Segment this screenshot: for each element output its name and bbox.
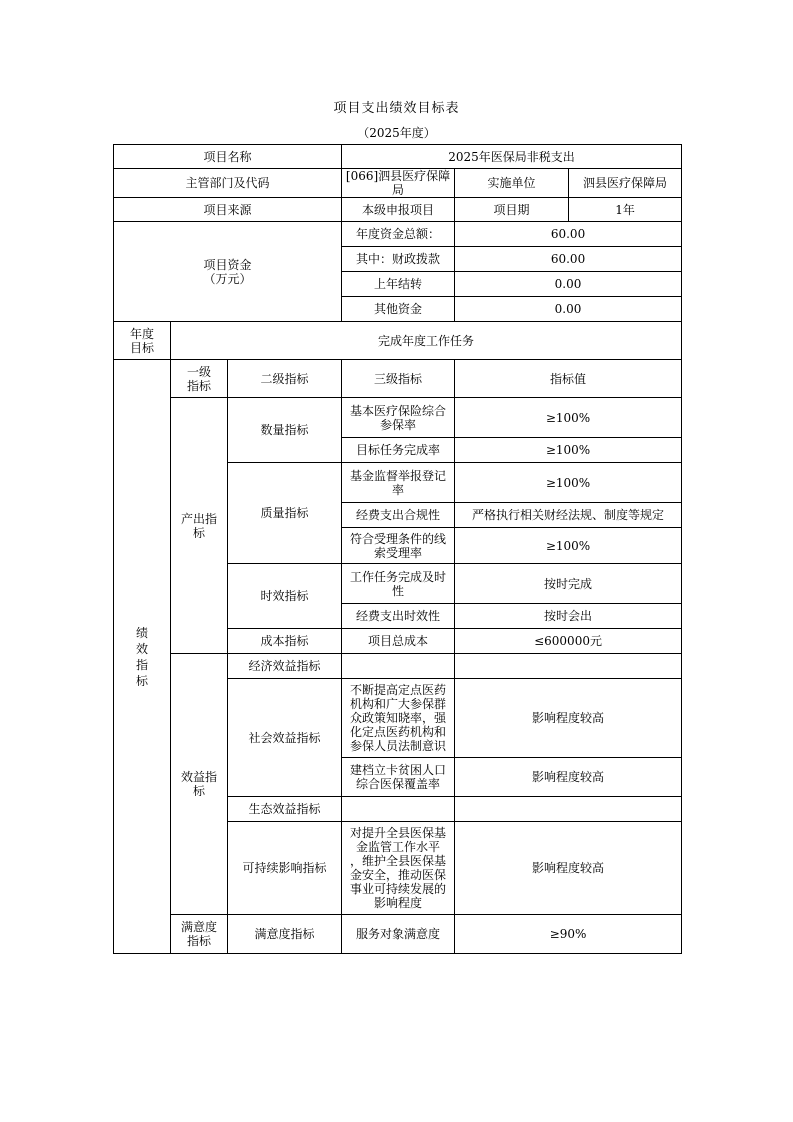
goal-value: 完成年度工作任务 xyxy=(171,322,682,360)
funds-fiscal-label: 其中：财政拨款 xyxy=(342,247,455,272)
indicator-name-empty xyxy=(342,797,455,822)
header-value: 指标值 xyxy=(455,360,682,398)
table-row xyxy=(114,198,682,222)
funds-carryover-value: 0.00 xyxy=(455,272,682,297)
table-row xyxy=(114,915,682,954)
indicator-name: 符合受理条件的线 索受理率 xyxy=(342,528,455,564)
indicator-value: ≥100% xyxy=(455,398,682,438)
indicator-name: 经费支出合规性 xyxy=(342,503,455,528)
social-label: 社会效益指标 xyxy=(228,679,342,797)
indicator-name: 对提升全县医保基 金监管工作水平 ，维护全县医保基 金安全，推动医保 事业可持续发展的 影响程度 xyxy=(342,822,455,915)
quality-label: 质量指标 xyxy=(228,463,342,564)
table-row xyxy=(114,398,682,438)
indicator-value: ≥100% xyxy=(455,528,682,564)
indicator-name: 项目总成本 xyxy=(342,629,455,654)
source-label: 项目来源 xyxy=(114,198,342,222)
header-level1: 一级 指标 xyxy=(171,360,228,398)
satisfaction-label: 满意度指标 xyxy=(228,915,342,954)
indicator-value: 影响程度较高 xyxy=(455,758,682,797)
header-level2: 二级指标 xyxy=(228,360,342,398)
indicator-value-empty xyxy=(455,654,682,679)
table-row xyxy=(114,322,682,360)
sustainable-label: 可持续影响指标 xyxy=(228,822,342,915)
goal-label: 年度 目标 xyxy=(114,322,171,360)
indicator-value: 严格执行相关财经法规、制度等规定 xyxy=(455,503,682,528)
table-row xyxy=(114,169,682,198)
indicator-name: 经费支出时效性 xyxy=(342,604,455,629)
impl-label: 实施单位 xyxy=(455,169,569,198)
indicator-value: 影响程度较高 xyxy=(455,822,682,915)
indicator-name: 不断提高定点医药 机构和广大参保群 众政策知晓率，强 化定点医药机构和 参保人员法制意识 xyxy=(342,679,455,758)
table-row xyxy=(114,654,682,679)
indicator-value: 按时完成 xyxy=(455,564,682,604)
cost-label: 成本指标 xyxy=(228,629,342,654)
funds-other-label: 其他资金 xyxy=(342,297,455,322)
indicator-name: 工作任务完成及时 性 xyxy=(342,564,455,604)
project-name-value: 2025年医保局非税支出 xyxy=(342,145,682,169)
funds-label: 项目资金 （万元） xyxy=(114,222,342,322)
ecological-label: 生态效益指标 xyxy=(228,797,342,822)
impl-value: 泗县医疗保障局 xyxy=(569,169,682,198)
table-row xyxy=(114,145,682,169)
funds-fiscal-value: 60.00 xyxy=(455,247,682,272)
funds-other-value: 0.00 xyxy=(455,297,682,322)
performance-target-table xyxy=(113,144,682,954)
indicator-value: 按时会出 xyxy=(455,604,682,629)
source-value: 本级申报项目 xyxy=(342,198,455,222)
page-subtitle: （2025年度） xyxy=(357,126,436,140)
indicator-value: 影响程度较高 xyxy=(455,679,682,758)
funds-carryover-label: 上年结转 xyxy=(342,272,455,297)
indicator-name: 服务对象满意度 xyxy=(342,915,455,954)
funds-total-value: 60.00 xyxy=(455,222,682,247)
indicator-name: 建档立卡贫困人口 综合医保覆盖率 xyxy=(342,758,455,797)
satisfaction-group-label: 满意度 指标 xyxy=(171,915,228,954)
indicators-section-label xyxy=(114,360,171,954)
indicator-name: 基本医疗保险综合 参保率 xyxy=(342,398,455,438)
quantity-label: 数量指标 xyxy=(228,398,342,463)
period-value: 1年 xyxy=(569,198,682,222)
header-level3: 三级指标 xyxy=(342,360,455,398)
dept-label: 主管部门及代码 xyxy=(114,169,342,198)
benefit-label: 效益指 标 xyxy=(171,654,228,915)
indicator-name-empty xyxy=(342,654,455,679)
indicator-value: ≥90% xyxy=(455,915,682,954)
table-row xyxy=(114,222,682,247)
table-row xyxy=(114,360,682,398)
timeliness-label: 时效指标 xyxy=(228,564,342,629)
indicator-value-empty xyxy=(455,797,682,822)
indicator-name: 基金监督举报登记 率 xyxy=(342,463,455,503)
indicator-name: 目标任务完成率 xyxy=(342,438,455,463)
page-title: 项目支出绩效目标表 xyxy=(333,101,460,116)
economic-label: 经济效益指标 xyxy=(228,654,342,679)
indicator-value: ≥100% xyxy=(455,463,682,503)
dept-value: [066]泗县医疗保障局 xyxy=(342,169,455,198)
period-label: 项目期 xyxy=(455,198,569,222)
project-name-label: 项目名称 xyxy=(114,145,342,169)
indicator-value: ≥100% xyxy=(455,438,682,463)
funds-total-label: 年度资金总额： xyxy=(342,222,455,247)
indicators-section-text: 绩效指标 xyxy=(135,625,148,688)
indicator-value: ≤600000元 xyxy=(455,629,682,654)
output-label: 产出指 标 xyxy=(171,398,228,654)
